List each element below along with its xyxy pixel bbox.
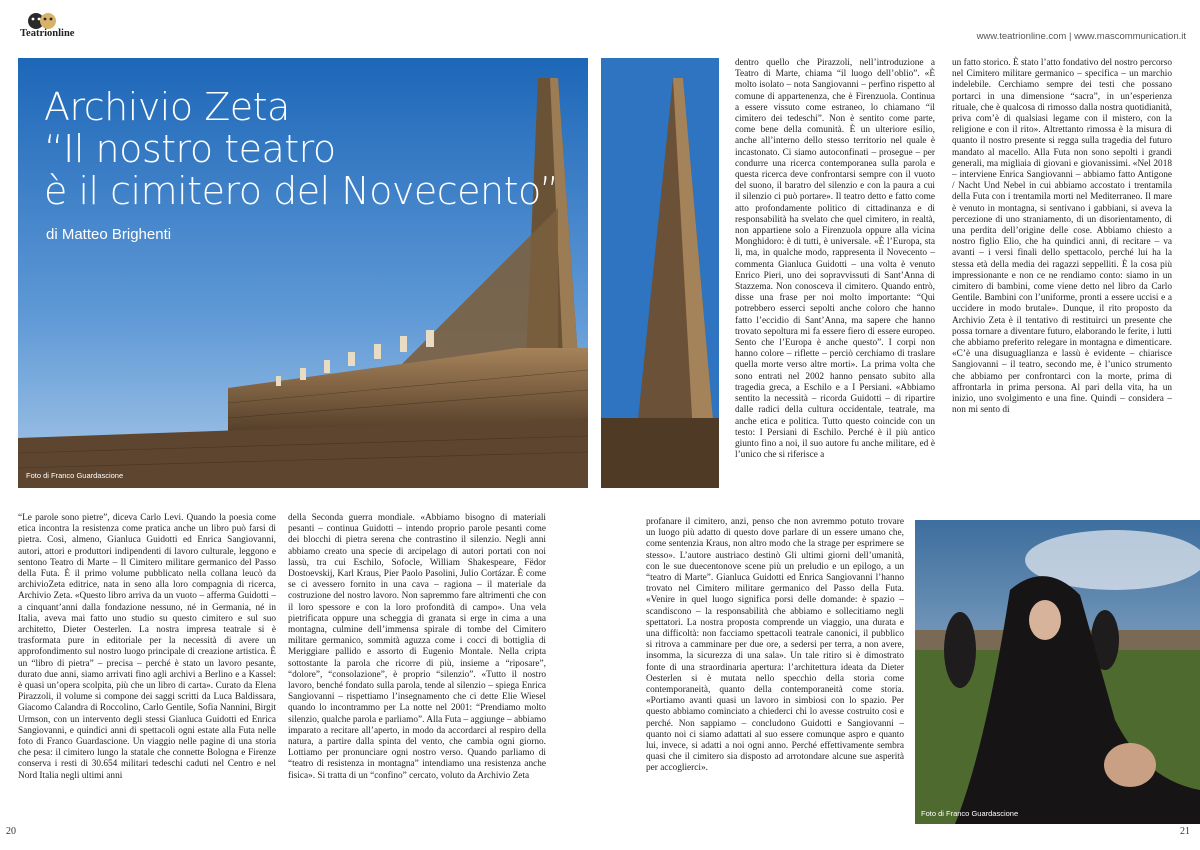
logo-text: Teatrionline: [20, 28, 75, 39]
paragraph: un fatto storico. È stato l’atto fondativo del nostro percorso nel Cimitero militare germanico – specifica – un marchio indelebile. Cerchiamo sempre dei testi che possano portarci in una dimensione “sacra”, in un’esperienza rituale, che è qualcosa di rimosso dalla nostra quotidianità, priva com’è di qualsiasi legame con il mistero, con la religione e con il rito». Altrettanto rimossa è la misura di quanto il nostro presente si regga sulla tragedia del futuro mandato al macello. Alla Futa non sono sepolti i grandi generali, ma migliaia di giovani e giovanissimi. «Nel 2018 – interviene Enrica Sangiovanni – abbiamo fatto Antigone / Nacht Und Nebel in cui abbiamo accostato i trentamila della Futa con i trentamila morti nel Mediterraneo. Il mare è venuto in montagna, si sentivano i gabbiani, si aveva la percezione di uno straniamento, di un disorientamento, di una perdita dell’origine delle cose. Abbiamo chiesto a nostro figlio Elio, che ha quindici anni, di recitare – va avanti – i versi finali dello spettacolo, perché lui ha la stessa età della media dei ragazzi seppelliti. È la cosa più impressionante e non ce ne rendiamo conto: siamo in un cimitero di bambini, come viene detto nel libro da Carlo Gentile. Bambini con l’uniforme, pronti a essere uccisi e a uccidere in modo brutale». Dunque, il rito proposto da Archivio Zeta è il tentativo di restituirci un presente che possa tornare a diventare futuro, elaborando le ferite, i lutti che abbiamo preferito relegare in montagna e dimenticare. «C’è una disuguaglianza e lassù è evidente – chiarisce Sangiovanni – il teatro, secondo me, è l’unico strumento che abbiamo per confrontarci con la morte, prima di affrontarla in prima persona. Al pari della vita, ha un inizio, uno svolgimento e una fine. Quindi – considera – non mi sento di: [952, 58, 1172, 416]
hooded-performers-image: [915, 520, 1200, 824]
url-teatrionline[interactable]: www.teatrionline.com: [976, 31, 1067, 42]
photo-credit: Foto di Franco Guardascione: [921, 809, 1019, 818]
page-number-right: 21: [1180, 826, 1190, 837]
photo-credit: Foto di Franco Guardascione: [26, 471, 124, 480]
byline: di Matteo Brighenti: [46, 226, 172, 243]
column-left-bottom-1: [18, 513, 276, 782]
title-line-2: “Il nostro teatro: [44, 127, 336, 171]
paragraph: “Le parole sono pietre”, diceva Carlo Levi. Quando la poesia come etica incontra la resistenza come pratica anche un libro può farsi di pietra. Così, almeno, Gianluca Guidotti ed Enrica Sangiovanni, autori, attori e produttori indipendenti di lavoro culturale, leggono e sentono Teatro di Marte – Il Cimitero militare germanico del Passo della Futa. È il primo volume pubblicato nella collana leucò da archivioZeta editrice, nata in seno alla loro compagnia di ricerca, Archivio Zeta. «Questo libro arriva da un vuoto – afferma Guidotti – a cinquant’anni dalla fondazione nessuno, né in Germania, né in Italia, aveva mai fatto uno studio su questo cimitero e sul suo architetto, Dieter Oesterlen. La nostra impresa teatrale si è trasformata pure in editoriale per la necessità di avere un approfondimento sul nostro luogo principale di creazione artistica. È un “libro di pietra” – precisa – perché è stato un lavoro pesante, durato due anni, siamo arrivati fino agli archivi a Berlino e a Kassel: è quasi un’opera scolpita, più che un libro di carta». Curato da Elena Pirazzoli, il volume si compone dei saggi scritti da Luca Baldissara, Giacomo Calandra di Roccolino, Carlo Gentile, Sofia Nannini, Birgit Urmson, con un intervento degli stessi Gianluca Guidotti ed Enrica Sangiovanni, e quindici anni di spettacoli ogni estate alla Futa nelle foto di Franco Guardascione. Un viaggio nelle pagine di una storia che pesa: il cimitero lungo la statale che connette Bologna e Firenze conserva i resti di 30.654 militari tedeschi caduti nel Centro e nel Nord Italia negli ultimi anni: [18, 513, 276, 781]
url-mascommunication[interactable]: www.mascommunication.it: [1074, 31, 1186, 42]
column-right-top-1: [735, 58, 935, 461]
column-right-bottom: [646, 517, 904, 775]
header-urls: [977, 31, 1186, 42]
spire-image: [601, 58, 719, 488]
spire-photo: [601, 58, 719, 488]
performers-photo: [915, 520, 1200, 824]
url-separator: |: [1068, 31, 1072, 42]
title-line-3: è il cimitero del Novecento”: [44, 169, 559, 213]
column-left-bottom-2: [288, 513, 546, 782]
article-title: [44, 86, 584, 212]
paragraph: della Seconda guerra mondiale. «Abbiamo bisogno di materiali pesanti – continua Guidotti – intendo proprio parole pesanti come dei blocchi di pietra serena che contrastino il silenzio. Negli anni abbiamo creato una specie di arcipelago di autori portati con noi lassù, tra cui Eschilo, Sofocle, William Shakespeare, Fëdor Dostoevskij, Karl Kraus, Pier Paolo Pasolini, Julio Cortázar. È come se ci avessero fornito in una cava – ragiona – il materiale da costruzione del nostro lavoro. Non sapremmo fare altrimenti che con il loro spessore e con la loro profondità di campo». Una vela pietrificata oppure una scheggia di granata si erge in cima a una montagna, culmine dell’immensa spirale di tombe del Cimitero militare germanico, sommità aguzza come i cocci di bottiglia di Meriggiare pallido e assorto di Eugenio Montale. Nella cripta sottostante la parola che ricorre di più, insieme a “riposare”, “dolore”, “consolazione”, è proprio “silenzio”. «Tutto il nostro lavoro, benché fondato sulla parola, tende al silenzio – spiega Enrica Sangiovanni – rispettiamo l’insegnamento che ci dette Elie Wiesel quando lo incontrammo per La notte nel 2001: “Prendiamo molto silenzio, qualche parola e parliamo”. Alla Futa – aggiunge – abbiamo imparato a recitare all’aperto, in modo da accordarci al respiro della natura, a partire dalla spinta del vento, che cambia ogni giorno. Lottiamo per pronunciare ogni nostro verso. Quando parliamo di “teatro di resistenza in montagna” intendiamo una resistenza anche fisica». Si tratta di un “confino” cercato, voluto da Archivio Zeta: [288, 513, 546, 781]
title-line-1: Archivio Zeta: [44, 85, 290, 129]
page-number-left: 20: [6, 826, 16, 837]
paragraph: profanare il cimitero, anzi, penso che non avremmo potuto trovare un luogo più adatto di questo dove parlare di un essere umano che, come sentenzia Kraus, non altro modo che la strage per esprimere se stesso». L’autore austriaco destinò Gli ultimi giorni dell’umanità, con le sue duecentonove scene più un preludio e un epilogo, a un “teatro di Marte”. Gianluca Guidotti ed Enrica Sangiovanni l’hanno trovato nel Cimitero militare germanico del Passo della Futa. «Venire in quel luogo significa porsi delle domande: è spazio – scandiscono – la responsabilità che abbiamo e sollecitiamo negli spettatori. La nostra proposta comprende un viaggio, una durata e una difficoltà: non facciamo spettacoli teatrale canonici, il pubblico si ritrova a camminare per due ore, a sedersi per terra, a non avere, insomma, la sicurezza di una sala». Un tale ritiro si è dimostrato fonte di una straordinaria apertura: l’architettura ideata da Dieter Oesterlen si è mutata nello specchio della storia come contemporaneità, quanto della contemporaneità come storia. «Portiamo avanti quasi un lavoro in simbiosi con lo spazio. Per questo abbiamo cominciato a chiederci chi lo avesse costruito così e perché. Non sappiamo – concludono Guidotti e Sangiovanni – quanto noi ci siamo adattati al suo essere comunque aspro e quanto lui, invece, si adatti a noi ogni anno. Perché effettivamente sembra quasi che il cimitero sia disposto ad arrotondare alcune sue asperità per accoglierci».: [646, 517, 904, 774]
paragraph: dentro quello che Pirazzoli, nell’introduzione a Teatro di Marte, chiama “il luogo dell’oblio”. «È molto isolato – nota Sangiovanni – perfino rispetto al comune di appartenenza, che è Firenzuola. Continua a essere vissuto come estraneo, lo chiamano “il cimitero dei tedeschi”. Non è sentito come parte, come bene della comunità. È un ulteriore esilio, anche all’interno dello stesso territorio nel quale è incastonato. Ci siamo autoconfinati – prosegue – per condurre una ricerca contemporanea sulla parola e questa ricerca deve confrontarsi sempre con il vuoto del suono, il baratro del silenzio e con la paura a cui il silenzio ci può portare». Il teatro detto e fatto come atto profondamente politico di cittadinanza e di responsabilità ha svelato che quel cimitero, in realtà, non appartiene solo a Firenzuola oppure alla vicina Monghidoro: è di tutti, è universale. «È l’Europa, sta lì, ma, in qualche modo, rappresenta il Novecento – commenta Gianluca Guidotti – una volta è venuto Enrico Pieri, uno dei sopravvissuti di Sant’Anna di Stazzema. Non conosceva il cimitero. Quando entrò, disse una frase per noi molto importante: “Qui potrebbero esserci sepolti anche coloro che hanno fatto l’eccidio di Sant’Anna, ma sapere che hanno trovato sepoltura mi fa essere fiero di essere europeo. Sento che l’Europa è anche questo”. I corpi non hanno colore – riflette – perciò cerchiamo di traslare quella morte verso altre morti». La prima volta che sono entrati nel 2002 hanno pensato subito alla tragedia greca, a Eschilo e a I Persiani. «Abbiamo sentito la necessità – ricorda Guidotti – di ripartire dalle radici della cultura occidentale, teatrale, ma anche etica e politica. Tutto questo coincide con un testo: I Persiani di Eschilo. Perché è il più antico giunto fino a noi, il suo autore fu anche militare, ed è l’unico che si riferisce a: [735, 58, 935, 461]
column-right-top-2: [952, 58, 1172, 417]
